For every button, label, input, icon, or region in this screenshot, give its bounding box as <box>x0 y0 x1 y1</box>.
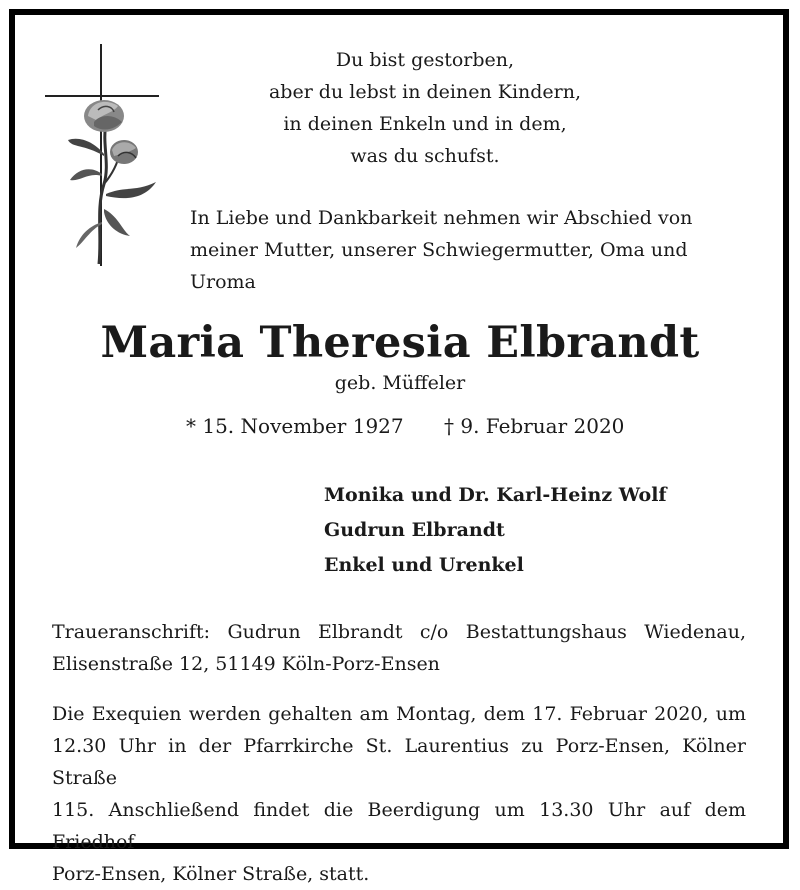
poem-line: was du schufst. <box>350 145 500 167</box>
mourner: Monika und Dr. Karl-Heinz Wolf <box>324 484 667 506</box>
mourner: Enkel und Urenkel <box>324 554 524 576</box>
deceased-name: Maria Theresia Elbrandt <box>100 318 700 368</box>
birth-date: * 15. November 1927 <box>186 414 404 438</box>
address-line: Traueranschrift: Gudrun Elbrandt c/o Bestattungshaus Wiedenau, <box>52 621 746 643</box>
mourners-list <box>324 478 667 583</box>
maiden-name: geb. Müffeler <box>334 372 466 394</box>
address-line: Elisenstraße 12, 51149 Köln-Porz-Ensen <box>52 653 440 675</box>
service-line: 115. Anschließend findet die Beerdigung um 13.30 Uhr auf dem Friedhof <box>52 799 746 853</box>
service-details <box>52 698 746 890</box>
service-line: Die Exequien werden gehalten am Montag, dem 17. Februar 2020, um <box>52 703 746 725</box>
mourning-address <box>52 616 746 680</box>
poem <box>250 44 600 172</box>
intro-text: In Liebe und Dankbarkeit nehmen wir Abschied von meiner Mutter, unserer Schwiegermutter, Oma und Uroma <box>190 207 693 293</box>
service-line: 12.30 Uhr in der Pfarrkirche St. Laurentius zu Porz-Ensen, Kölner Straße <box>52 735 746 789</box>
cross-with-rose-icon <box>44 44 164 269</box>
mourner: Gudrun Elbrandt <box>324 519 505 541</box>
death-date: † 9. Februar 2020 <box>444 414 625 438</box>
service-line: Porz-Ensen, Kölner Straße, statt. <box>52 863 370 885</box>
poem-line: aber du lebst in deinen Kindern, <box>268 81 582 103</box>
poem-line: in deinen Enkeln und in dem, <box>283 113 567 135</box>
poem-line: Du bist gestorben, <box>335 49 515 71</box>
